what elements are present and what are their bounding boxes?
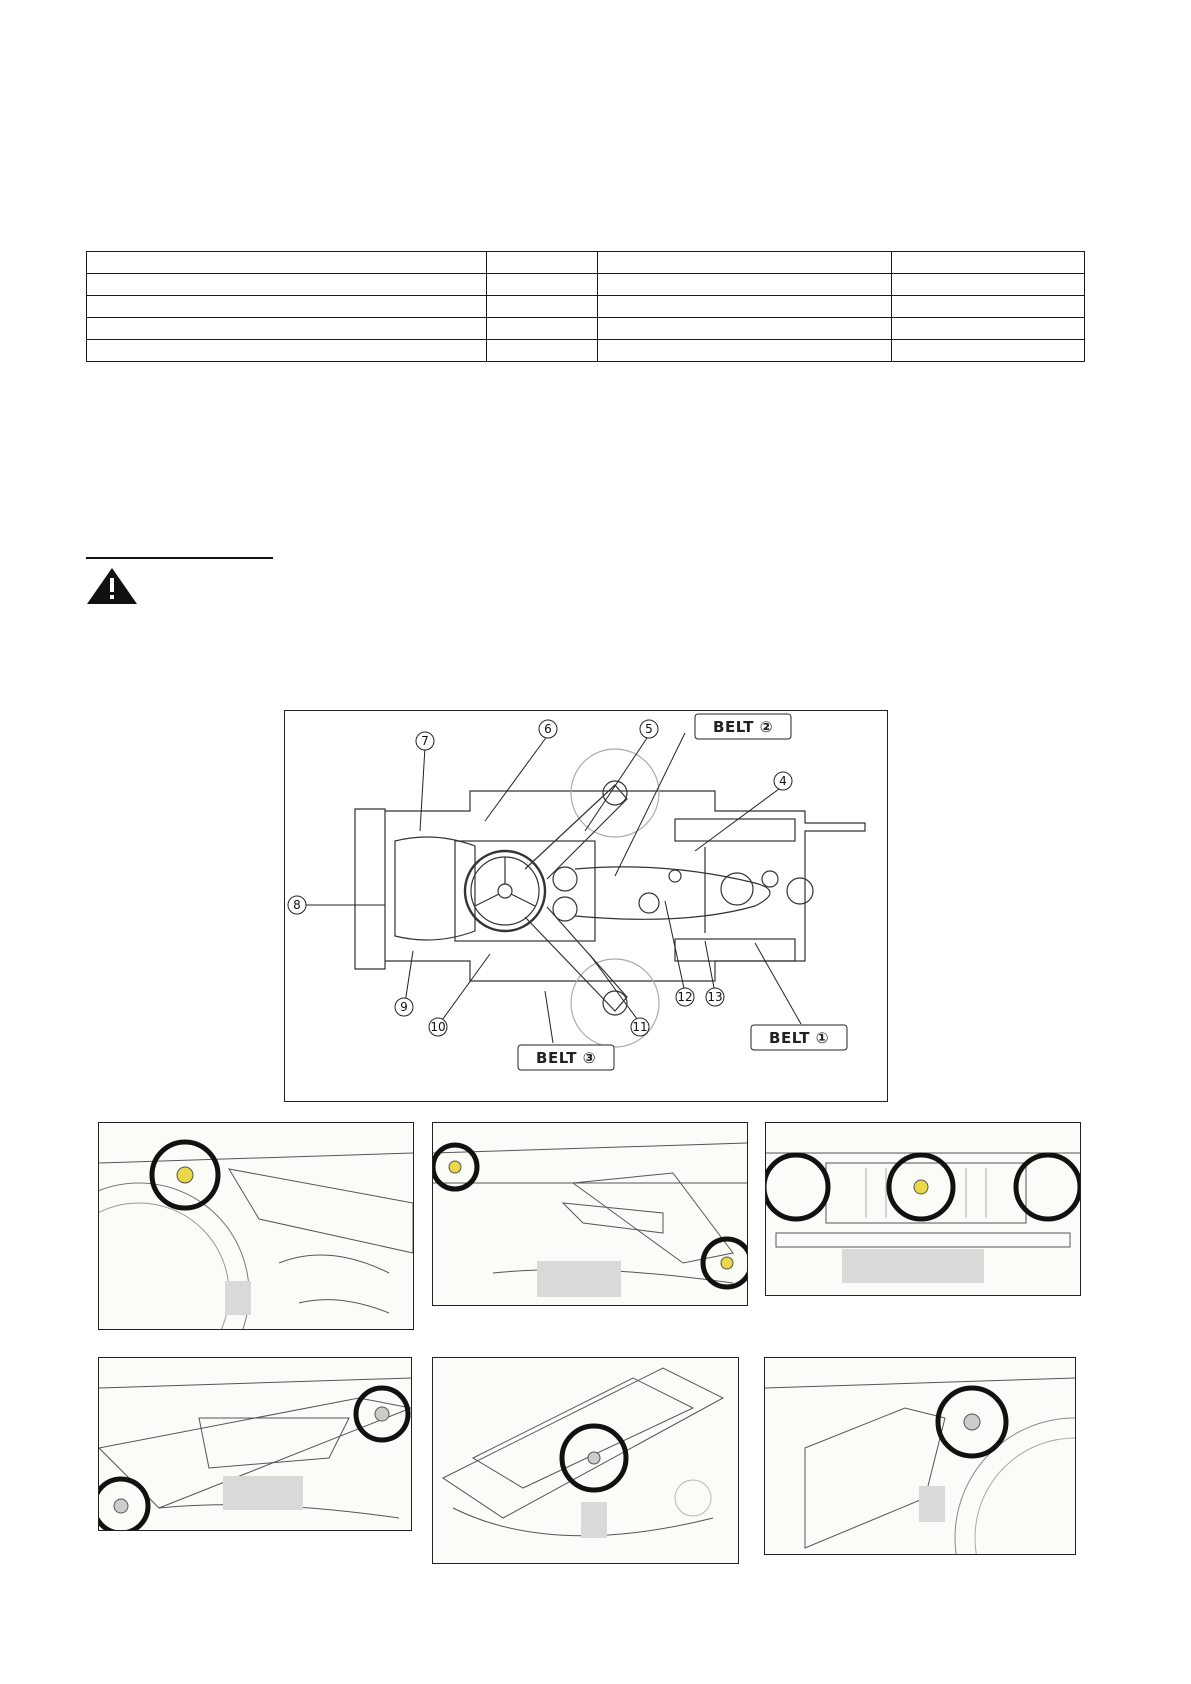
spec-table-cell — [486, 274, 598, 296]
spec-table-cell — [87, 274, 487, 296]
detail-photo-4 — [98, 1357, 412, 1531]
spec-table-cell — [598, 318, 892, 340]
spec-table-cell — [892, 340, 1085, 362]
callout-number-6: 6 — [544, 722, 552, 736]
detail-photo-2 — [432, 1122, 748, 1306]
photo-label-placeholder — [919, 1486, 945, 1522]
spec-table-cell — [486, 318, 598, 340]
detail-photo-5 — [432, 1357, 739, 1564]
spec-table-cell — [87, 252, 487, 274]
spec-table-cell — [892, 252, 1085, 274]
callout-number-9: 9 — [400, 1000, 408, 1014]
callout-number-8: 8 — [293, 898, 301, 912]
spec-table-row — [87, 296, 1085, 318]
spec-table-cell — [892, 318, 1085, 340]
belt-1-label: BELT ① — [769, 1029, 829, 1047]
warning-triangle-icon — [86, 567, 138, 605]
spec-table-cell — [486, 340, 598, 362]
belt-layout-diagram — [284, 710, 888, 1102]
spec-table-cell — [87, 296, 487, 318]
spec-table-row — [87, 318, 1085, 340]
photo-label-placeholder — [223, 1476, 303, 1510]
spec-table-cell — [598, 274, 892, 296]
spec-table — [86, 251, 1085, 362]
callout-number-12: 12 — [677, 990, 693, 1004]
warning-heading-underline — [86, 557, 273, 559]
detail-photo-6 — [764, 1357, 1076, 1555]
belt-3-label: BELT ③ — [536, 1049, 596, 1067]
callout-number-5: 5 — [645, 722, 653, 736]
spec-table-cell — [598, 252, 892, 274]
spec-table-cell — [486, 252, 598, 274]
photo-label-placeholder — [537, 1261, 621, 1297]
photo-label-placeholder — [581, 1502, 607, 1538]
callout-number-4: 4 — [779, 774, 787, 788]
spec-table-row — [87, 252, 1085, 274]
spec-table-cell — [87, 318, 487, 340]
spec-table-cell — [598, 340, 892, 362]
belt-2-label: BELT ② — [713, 718, 773, 736]
photo-label-placeholder — [842, 1249, 984, 1283]
photo-label-placeholder — [225, 1281, 251, 1315]
callout-number-11: 11 — [632, 1020, 648, 1034]
detail-photo-3 — [765, 1122, 1081, 1296]
spec-table-cell — [486, 296, 598, 318]
callout-number-10: 10 — [430, 1020, 446, 1034]
spec-table-cell — [892, 296, 1085, 318]
spec-table-cell — [87, 340, 487, 362]
spec-table-row — [87, 340, 1085, 362]
spec-table-cell — [892, 274, 1085, 296]
spec-table-cell — [598, 296, 892, 318]
detail-photo-1 — [98, 1122, 414, 1330]
callout-number-13: 13 — [707, 990, 723, 1004]
callout-number-7: 7 — [421, 734, 429, 748]
spec-table-row — [87, 274, 1085, 296]
